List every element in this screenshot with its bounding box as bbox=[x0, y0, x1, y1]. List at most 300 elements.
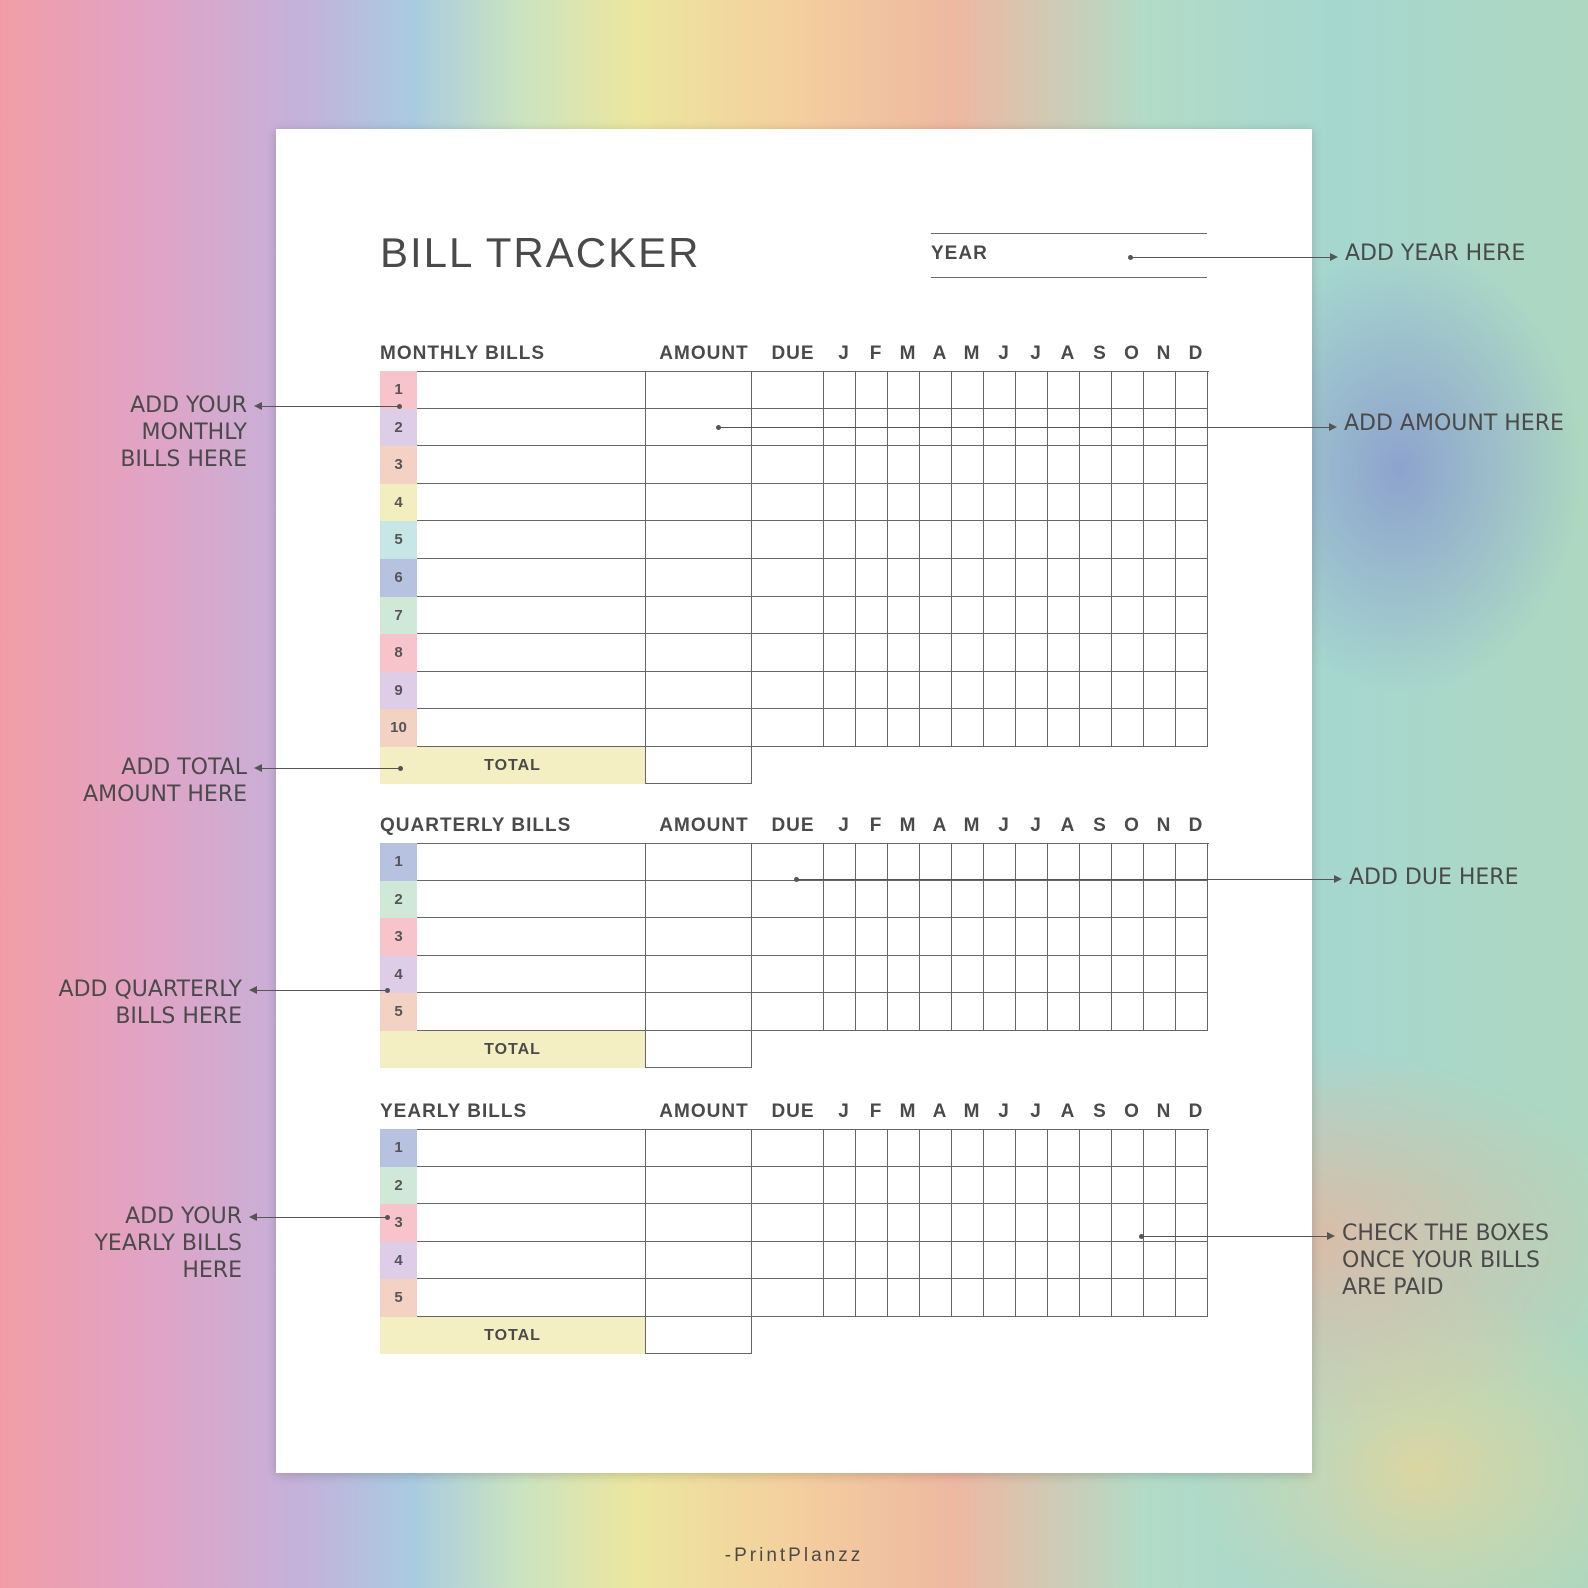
paid-checkbox[interactable] bbox=[1016, 521, 1048, 559]
paid-checkbox[interactable] bbox=[984, 672, 1016, 710]
paid-checkbox[interactable] bbox=[920, 521, 952, 559]
paid-checkbox[interactable] bbox=[888, 371, 920, 409]
paid-checkbox[interactable] bbox=[856, 918, 888, 956]
paid-checkbox[interactable] bbox=[1048, 709, 1080, 747]
paid-checkbox[interactable] bbox=[1112, 709, 1144, 747]
paid-checkbox[interactable] bbox=[920, 446, 952, 484]
paid-checkbox[interactable] bbox=[1112, 559, 1144, 597]
paid-checkbox[interactable] bbox=[1144, 918, 1176, 956]
row-number: 3 bbox=[380, 446, 417, 484]
paid-checkbox[interactable] bbox=[888, 446, 920, 484]
paid-checkbox[interactable] bbox=[1144, 993, 1176, 1031]
paid-checkbox[interactable] bbox=[1176, 484, 1208, 522]
paid-checkbox[interactable] bbox=[1176, 1129, 1208, 1167]
bill-name-cell[interactable] bbox=[417, 993, 645, 1031]
paid-checkbox[interactable] bbox=[1112, 1129, 1144, 1167]
paid-checkbox[interactable] bbox=[888, 1204, 920, 1242]
paid-checkbox[interactable] bbox=[952, 709, 984, 747]
paid-checkbox[interactable] bbox=[1176, 918, 1208, 956]
paid-checkbox[interactable] bbox=[920, 956, 952, 994]
bill-name-cell[interactable] bbox=[417, 956, 645, 994]
paid-checkbox[interactable] bbox=[952, 1129, 984, 1167]
paid-checkbox[interactable] bbox=[1048, 446, 1080, 484]
paid-checkbox[interactable] bbox=[1016, 993, 1048, 1031]
paid-checkbox[interactable] bbox=[920, 993, 952, 1031]
due-cell[interactable] bbox=[752, 1129, 824, 1167]
total-amount-cell[interactable] bbox=[645, 1031, 752, 1068]
paid-checkbox[interactable] bbox=[1080, 1129, 1112, 1167]
paid-checkbox[interactable] bbox=[888, 521, 920, 559]
bill-name-cell[interactable] bbox=[417, 409, 645, 447]
paid-checkbox[interactable] bbox=[920, 881, 952, 919]
paid-checkbox[interactable] bbox=[920, 843, 952, 881]
paid-checkbox[interactable] bbox=[920, 597, 952, 635]
paid-checkbox[interactable] bbox=[1144, 597, 1176, 635]
paid-checkbox[interactable] bbox=[888, 484, 920, 522]
due-cell[interactable] bbox=[752, 918, 824, 956]
paid-checkbox[interactable] bbox=[1176, 672, 1208, 710]
paid-checkbox[interactable] bbox=[824, 446, 856, 484]
paid-checkbox[interactable] bbox=[1048, 1242, 1080, 1280]
paid-checkbox[interactable] bbox=[824, 1129, 856, 1167]
bill-name-cell[interactable] bbox=[417, 484, 645, 522]
paid-checkbox[interactable] bbox=[952, 634, 984, 672]
due-cell[interactable] bbox=[752, 634, 824, 672]
bill-name-cell[interactable] bbox=[417, 918, 645, 956]
paid-checkbox[interactable] bbox=[984, 1129, 1016, 1167]
paid-checkbox[interactable] bbox=[824, 881, 856, 919]
due-cell[interactable] bbox=[752, 371, 824, 409]
paid-checkbox[interactable] bbox=[1176, 1279, 1208, 1317]
paid-checkbox[interactable] bbox=[920, 672, 952, 710]
amount-cell[interactable] bbox=[645, 484, 752, 522]
paid-checkbox[interactable] bbox=[1016, 446, 1048, 484]
paid-checkbox[interactable] bbox=[824, 371, 856, 409]
paid-checkbox[interactable] bbox=[1080, 956, 1112, 994]
paid-checkbox[interactable] bbox=[888, 918, 920, 956]
amount-cell[interactable] bbox=[645, 1242, 752, 1280]
paid-checkbox[interactable] bbox=[1112, 1167, 1144, 1205]
paid-checkbox[interactable] bbox=[920, 1279, 952, 1317]
paid-checkbox[interactable] bbox=[856, 672, 888, 710]
paid-checkbox[interactable] bbox=[824, 521, 856, 559]
amount-cell[interactable] bbox=[645, 1204, 752, 1242]
paid-checkbox[interactable] bbox=[920, 634, 952, 672]
paid-checkbox[interactable] bbox=[1048, 918, 1080, 956]
paid-checkbox[interactable] bbox=[1048, 597, 1080, 635]
bill-name-cell[interactable] bbox=[417, 559, 645, 597]
paid-checkbox[interactable] bbox=[1112, 881, 1144, 919]
paid-checkbox[interactable] bbox=[856, 956, 888, 994]
paid-checkbox[interactable] bbox=[1176, 521, 1208, 559]
paid-checkbox[interactable] bbox=[1016, 1279, 1048, 1317]
amount-cell[interactable] bbox=[645, 1279, 752, 1317]
paid-checkbox[interactable] bbox=[984, 918, 1016, 956]
paid-checkbox[interactable] bbox=[952, 1204, 984, 1242]
paid-checkbox[interactable] bbox=[888, 1242, 920, 1280]
paid-checkbox[interactable] bbox=[888, 881, 920, 919]
paid-checkbox[interactable] bbox=[856, 1279, 888, 1317]
paid-checkbox[interactable] bbox=[1176, 559, 1208, 597]
paid-checkbox[interactable] bbox=[1144, 843, 1176, 881]
paid-checkbox[interactable] bbox=[1016, 484, 1048, 522]
paid-checkbox[interactable] bbox=[1176, 597, 1208, 635]
paid-checkbox[interactable] bbox=[952, 1167, 984, 1205]
paid-checkbox[interactable] bbox=[984, 709, 1016, 747]
paid-checkbox[interactable] bbox=[888, 1167, 920, 1205]
bill-name-cell[interactable] bbox=[417, 1129, 645, 1167]
paid-checkbox[interactable] bbox=[824, 956, 856, 994]
paid-checkbox[interactable] bbox=[1080, 672, 1112, 710]
amount-cell[interactable] bbox=[645, 1129, 752, 1167]
bill-name-cell[interactable] bbox=[417, 1242, 645, 1280]
paid-checkbox[interactable] bbox=[1112, 956, 1144, 994]
paid-checkbox[interactable] bbox=[1112, 672, 1144, 710]
paid-checkbox[interactable] bbox=[1112, 634, 1144, 672]
paid-checkbox[interactable] bbox=[824, 993, 856, 1031]
paid-checkbox[interactable] bbox=[1176, 371, 1208, 409]
paid-checkbox[interactable] bbox=[1080, 881, 1112, 919]
paid-checkbox[interactable] bbox=[824, 634, 856, 672]
amount-cell[interactable] bbox=[645, 956, 752, 994]
paid-checkbox[interactable] bbox=[1080, 709, 1112, 747]
paid-checkbox[interactable] bbox=[984, 634, 1016, 672]
paid-checkbox[interactable] bbox=[952, 484, 984, 522]
row-number: 6 bbox=[380, 559, 417, 597]
paid-checkbox[interactable] bbox=[952, 881, 984, 919]
year-field[interactable] bbox=[931, 233, 1207, 278]
amount-cell[interactable] bbox=[645, 597, 752, 635]
paid-checkbox[interactable] bbox=[856, 843, 888, 881]
paid-checkbox[interactable] bbox=[824, 843, 856, 881]
paid-checkbox[interactable] bbox=[888, 1129, 920, 1167]
paid-checkbox[interactable] bbox=[1112, 993, 1144, 1031]
month-header: F bbox=[869, 1101, 883, 1122]
paid-checkbox[interactable] bbox=[824, 1242, 856, 1280]
paid-checkbox[interactable] bbox=[1080, 521, 1112, 559]
due-cell[interactable] bbox=[752, 484, 824, 522]
paid-checkbox[interactable] bbox=[1176, 709, 1208, 747]
paid-checkbox[interactable] bbox=[1048, 634, 1080, 672]
due-cell[interactable] bbox=[752, 1242, 824, 1280]
paid-checkbox[interactable] bbox=[1048, 1129, 1080, 1167]
annotation-quarterly-line2: BILLS HERE bbox=[115, 1004, 242, 1029]
paid-checkbox[interactable] bbox=[824, 709, 856, 747]
amount-cell[interactable] bbox=[645, 843, 752, 881]
bill-name-cell[interactable] bbox=[417, 881, 645, 919]
paid-checkbox[interactable] bbox=[1048, 956, 1080, 994]
paid-checkbox[interactable] bbox=[1080, 843, 1112, 881]
paid-checkbox[interactable] bbox=[888, 709, 920, 747]
paid-checkbox[interactable] bbox=[1048, 521, 1080, 559]
paid-checkbox[interactable] bbox=[1176, 993, 1208, 1031]
paid-checkbox[interactable] bbox=[1112, 371, 1144, 409]
paid-checkbox[interactable] bbox=[888, 993, 920, 1031]
paid-checkbox[interactable] bbox=[920, 1129, 952, 1167]
paid-checkbox[interactable] bbox=[920, 1204, 952, 1242]
paid-checkbox[interactable] bbox=[888, 559, 920, 597]
paid-checkbox[interactable] bbox=[888, 597, 920, 635]
month-header: J bbox=[838, 815, 850, 836]
paid-checkbox[interactable] bbox=[920, 484, 952, 522]
paid-checkbox[interactable] bbox=[1144, 709, 1176, 747]
paid-checkbox[interactable] bbox=[1112, 918, 1144, 956]
paid-checkbox[interactable] bbox=[1080, 1279, 1112, 1317]
month-header: S bbox=[1093, 815, 1107, 836]
due-cell[interactable] bbox=[752, 709, 824, 747]
paid-checkbox[interactable] bbox=[952, 993, 984, 1031]
paid-checkbox[interactable] bbox=[1080, 446, 1112, 484]
paid-checkbox[interactable] bbox=[1048, 1279, 1080, 1317]
paid-checkbox[interactable] bbox=[1016, 709, 1048, 747]
paid-checkbox[interactable] bbox=[824, 672, 856, 710]
paid-checkbox[interactable] bbox=[1080, 634, 1112, 672]
due-column-header: DUE bbox=[771, 1101, 815, 1122]
paid-checkbox[interactable] bbox=[1080, 1167, 1112, 1205]
paid-checkbox[interactable] bbox=[824, 484, 856, 522]
paid-checkbox[interactable] bbox=[1144, 559, 1176, 597]
amount-cell[interactable] bbox=[645, 672, 752, 710]
paid-checkbox[interactable] bbox=[952, 559, 984, 597]
paid-checkbox[interactable] bbox=[1080, 597, 1112, 635]
due-cell[interactable] bbox=[752, 843, 824, 881]
paid-checkbox[interactable] bbox=[1048, 672, 1080, 710]
paid-checkbox[interactable] bbox=[1016, 634, 1048, 672]
bill-name-cell[interactable] bbox=[417, 1279, 645, 1317]
bill-name-cell[interactable] bbox=[417, 446, 645, 484]
paid-checkbox[interactable] bbox=[1176, 881, 1208, 919]
paid-checkbox[interactable] bbox=[1144, 881, 1176, 919]
paid-checkbox[interactable] bbox=[856, 634, 888, 672]
paid-checkbox[interactable] bbox=[984, 446, 1016, 484]
paid-checkbox[interactable] bbox=[1048, 484, 1080, 522]
paid-checkbox[interactable] bbox=[984, 371, 1016, 409]
bill-name-cell[interactable] bbox=[417, 597, 645, 635]
paid-checkbox[interactable] bbox=[952, 843, 984, 881]
paid-checkbox[interactable] bbox=[856, 1204, 888, 1242]
paid-checkbox[interactable] bbox=[1048, 559, 1080, 597]
paid-checkbox[interactable] bbox=[920, 371, 952, 409]
paid-checkbox[interactable] bbox=[1016, 597, 1048, 635]
amount-cell[interactable] bbox=[645, 918, 752, 956]
paid-checkbox[interactable] bbox=[1112, 1279, 1144, 1317]
paid-checkbox[interactable] bbox=[856, 597, 888, 635]
paid-checkbox[interactable] bbox=[1144, 484, 1176, 522]
amount-cell[interactable] bbox=[645, 634, 752, 672]
paid-checkbox[interactable] bbox=[984, 843, 1016, 881]
paid-checkbox[interactable] bbox=[984, 1167, 1016, 1205]
paid-checkbox[interactable] bbox=[1176, 446, 1208, 484]
amount-cell[interactable] bbox=[645, 371, 752, 409]
paid-checkbox[interactable] bbox=[856, 709, 888, 747]
paid-checkbox[interactable] bbox=[1144, 672, 1176, 710]
paid-checkbox[interactable] bbox=[1048, 881, 1080, 919]
paid-checkbox[interactable] bbox=[856, 371, 888, 409]
paid-checkbox[interactable] bbox=[1080, 484, 1112, 522]
paid-checkbox[interactable] bbox=[856, 521, 888, 559]
amount-cell[interactable] bbox=[645, 521, 752, 559]
due-cell[interactable] bbox=[752, 956, 824, 994]
paid-checkbox[interactable] bbox=[1016, 956, 1048, 994]
paid-checkbox[interactable] bbox=[1176, 634, 1208, 672]
paid-checkbox[interactable] bbox=[952, 672, 984, 710]
paid-checkbox[interactable] bbox=[856, 1129, 888, 1167]
total-amount-cell[interactable] bbox=[645, 747, 752, 784]
paid-checkbox[interactable] bbox=[1016, 1204, 1048, 1242]
paid-checkbox[interactable] bbox=[1080, 1242, 1112, 1280]
paid-checkbox[interactable] bbox=[1176, 843, 1208, 881]
due-cell[interactable] bbox=[752, 1167, 824, 1205]
paid-checkbox[interactable] bbox=[1112, 843, 1144, 881]
paid-checkbox[interactable] bbox=[1016, 843, 1048, 881]
paid-checkbox[interactable] bbox=[1048, 1204, 1080, 1242]
paid-checkbox[interactable] bbox=[1016, 881, 1048, 919]
paid-checkbox[interactable] bbox=[1112, 521, 1144, 559]
paid-checkbox[interactable] bbox=[952, 1242, 984, 1280]
bill-name-cell[interactable] bbox=[417, 709, 645, 747]
paid-checkbox[interactable] bbox=[952, 597, 984, 635]
amount-column-header: AMOUNT bbox=[659, 343, 749, 364]
paid-checkbox[interactable] bbox=[984, 956, 1016, 994]
due-cell[interactable] bbox=[752, 1279, 824, 1317]
paid-checkbox[interactable] bbox=[984, 1204, 1016, 1242]
paid-checkbox[interactable] bbox=[856, 446, 888, 484]
paid-checkbox[interactable] bbox=[824, 1204, 856, 1242]
paid-checkbox[interactable] bbox=[1048, 843, 1080, 881]
paid-checkbox[interactable] bbox=[984, 597, 1016, 635]
due-cell[interactable] bbox=[752, 993, 824, 1031]
bill-name-cell[interactable] bbox=[417, 672, 645, 710]
due-cell[interactable] bbox=[752, 521, 824, 559]
paid-checkbox[interactable] bbox=[984, 1279, 1016, 1317]
month-header: J bbox=[998, 343, 1010, 364]
paid-checkbox[interactable] bbox=[1112, 446, 1144, 484]
paid-checkbox[interactable] bbox=[888, 634, 920, 672]
due-cell[interactable] bbox=[752, 597, 824, 635]
paid-checkbox[interactable] bbox=[920, 559, 952, 597]
paid-checkbox[interactable] bbox=[1144, 1242, 1176, 1280]
bill-name-cell[interactable] bbox=[417, 1167, 645, 1205]
paid-checkbox[interactable] bbox=[856, 1167, 888, 1205]
paid-checkbox[interactable] bbox=[888, 843, 920, 881]
paid-checkbox[interactable] bbox=[1144, 634, 1176, 672]
paid-checkbox[interactable] bbox=[984, 484, 1016, 522]
paid-checkbox[interactable] bbox=[952, 521, 984, 559]
bill-name-cell[interactable] bbox=[417, 371, 645, 409]
paid-checkbox[interactable] bbox=[1080, 559, 1112, 597]
bill-name-cell[interactable] bbox=[417, 843, 645, 881]
bill-name-cell[interactable] bbox=[417, 1204, 645, 1242]
amount-cell[interactable] bbox=[645, 881, 752, 919]
total-amount-cell[interactable] bbox=[645, 1317, 752, 1354]
paid-checkbox[interactable] bbox=[952, 446, 984, 484]
paid-checkbox[interactable] bbox=[1080, 918, 1112, 956]
month-header: F bbox=[869, 343, 883, 364]
paid-checkbox[interactable] bbox=[856, 881, 888, 919]
paid-checkbox[interactable] bbox=[984, 881, 1016, 919]
amount-cell[interactable] bbox=[645, 559, 752, 597]
paid-checkbox[interactable] bbox=[1080, 993, 1112, 1031]
paid-checkbox[interactable] bbox=[1080, 1204, 1112, 1242]
amount-cell[interactable] bbox=[645, 446, 752, 484]
due-cell[interactable] bbox=[752, 559, 824, 597]
amount-cell[interactable] bbox=[645, 993, 752, 1031]
paid-checkbox[interactable] bbox=[1016, 1167, 1048, 1205]
paid-checkbox[interactable] bbox=[888, 956, 920, 994]
paid-checkbox[interactable] bbox=[824, 1167, 856, 1205]
paid-checkbox[interactable] bbox=[824, 597, 856, 635]
paid-checkbox[interactable] bbox=[984, 1242, 1016, 1280]
paid-checkbox[interactable] bbox=[1112, 1242, 1144, 1280]
paid-checkbox[interactable] bbox=[856, 1242, 888, 1280]
paid-checkbox[interactable] bbox=[920, 1167, 952, 1205]
paid-checkbox[interactable] bbox=[1016, 559, 1048, 597]
paid-checkbox[interactable] bbox=[1144, 446, 1176, 484]
paid-checkbox[interactable] bbox=[1016, 672, 1048, 710]
paid-checkbox[interactable] bbox=[1048, 993, 1080, 1031]
paid-checkbox[interactable] bbox=[1144, 1129, 1176, 1167]
paid-checkbox[interactable] bbox=[952, 371, 984, 409]
paid-checkbox[interactable] bbox=[952, 956, 984, 994]
month-header: D bbox=[1188, 815, 1204, 836]
row-number: 1 bbox=[380, 843, 417, 881]
paid-checkbox[interactable] bbox=[1112, 484, 1144, 522]
amount-cell[interactable] bbox=[645, 1167, 752, 1205]
paid-checkbox[interactable] bbox=[888, 1279, 920, 1317]
paid-checkbox[interactable] bbox=[1144, 956, 1176, 994]
paid-checkbox[interactable] bbox=[888, 672, 920, 710]
paid-checkbox[interactable] bbox=[824, 918, 856, 956]
paid-checkbox[interactable] bbox=[1016, 371, 1048, 409]
paid-checkbox[interactable] bbox=[920, 709, 952, 747]
due-cell[interactable] bbox=[752, 881, 824, 919]
paid-checkbox[interactable] bbox=[1176, 1242, 1208, 1280]
paid-checkbox[interactable] bbox=[1176, 1167, 1208, 1205]
paid-checkbox[interactable] bbox=[1048, 371, 1080, 409]
paid-checkbox[interactable] bbox=[856, 559, 888, 597]
paid-checkbox[interactable] bbox=[984, 993, 1016, 1031]
paid-checkbox[interactable] bbox=[1016, 1242, 1048, 1280]
due-cell[interactable] bbox=[752, 672, 824, 710]
paid-checkbox[interactable] bbox=[984, 559, 1016, 597]
bill-name-cell[interactable] bbox=[417, 634, 645, 672]
paid-checkbox[interactable] bbox=[1144, 1167, 1176, 1205]
paid-checkbox[interactable] bbox=[824, 559, 856, 597]
paid-checkbox[interactable] bbox=[824, 1279, 856, 1317]
due-cell[interactable] bbox=[752, 1204, 824, 1242]
paid-checkbox[interactable] bbox=[1144, 521, 1176, 559]
paid-checkbox[interactable] bbox=[1176, 956, 1208, 994]
due-cell[interactable] bbox=[752, 446, 824, 484]
paid-checkbox[interactable] bbox=[920, 918, 952, 956]
paid-checkbox[interactable] bbox=[856, 993, 888, 1031]
paid-checkbox[interactable] bbox=[1016, 1129, 1048, 1167]
row-number: 8 bbox=[380, 634, 417, 672]
paid-checkbox[interactable] bbox=[1144, 371, 1176, 409]
amount-cell[interactable] bbox=[645, 709, 752, 747]
paid-checkbox[interactable] bbox=[952, 1279, 984, 1317]
paid-checkbox[interactable] bbox=[856, 484, 888, 522]
paid-checkbox[interactable] bbox=[1048, 1167, 1080, 1205]
paid-checkbox[interactable] bbox=[1112, 597, 1144, 635]
paid-checkbox[interactable] bbox=[920, 1242, 952, 1280]
paid-checkbox[interactable] bbox=[1080, 371, 1112, 409]
paid-checkbox[interactable] bbox=[1016, 918, 1048, 956]
bill-name-cell[interactable] bbox=[417, 521, 645, 559]
paid-checkbox[interactable] bbox=[952, 918, 984, 956]
paid-checkbox[interactable] bbox=[984, 521, 1016, 559]
paid-checkbox[interactable] bbox=[1144, 1279, 1176, 1317]
